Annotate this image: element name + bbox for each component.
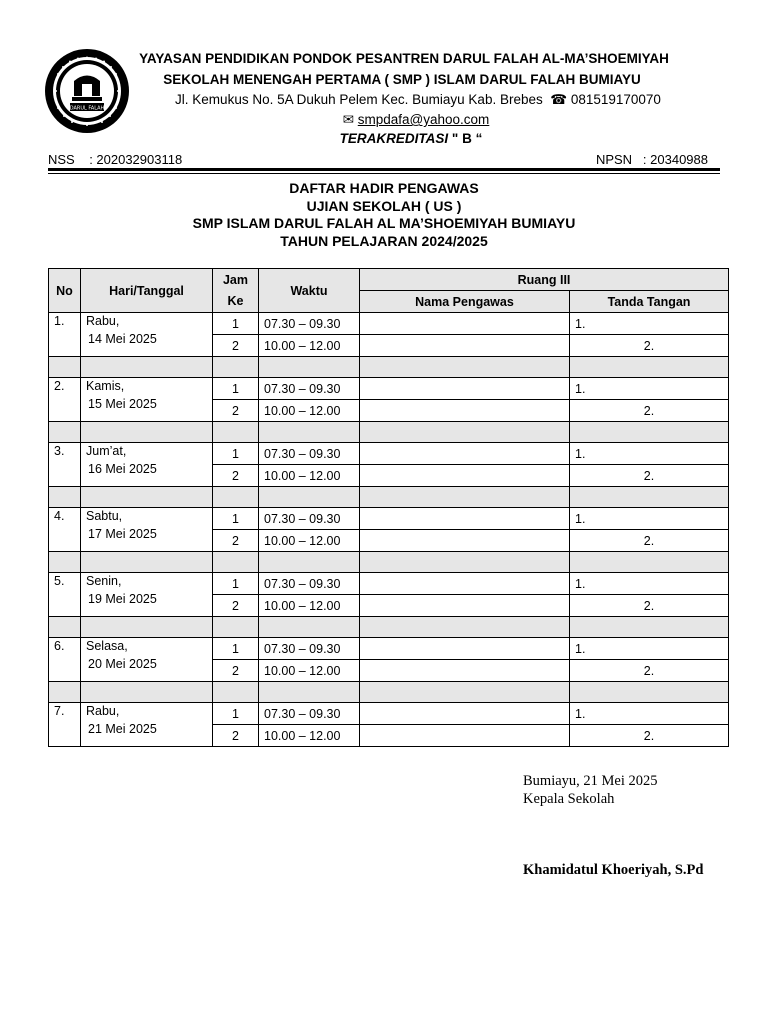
cell-jam: 2: [213, 595, 259, 617]
cell-waktu: 07.30 – 09.30: [259, 573, 360, 595]
cell-jam: 1: [213, 378, 259, 400]
address-text: Jl. Kemukus No. 5A Dukuh Pelem Kec. Bumiayu Kab. Brebes: [175, 92, 543, 107]
table-row: [49, 703, 729, 725]
cell-date: [81, 573, 213, 617]
cell-jam: 1: [213, 443, 259, 465]
header-date: Hari/Tanggal: [81, 269, 213, 313]
nss: [48, 152, 182, 167]
cell-supervisor[interactable]: [360, 335, 570, 357]
cell-no: 6.: [49, 638, 81, 682]
accreditation-label: TERAKREDITASI: [339, 131, 449, 146]
cell-supervisor[interactable]: [360, 725, 570, 747]
cell-date: [81, 378, 213, 422]
cell-signature[interactable]: 2.: [570, 335, 729, 357]
cell-supervisor[interactable]: [360, 508, 570, 530]
cell-supervisor[interactable]: [360, 378, 570, 400]
cell-day: Jum’at,: [86, 444, 127, 458]
document-title: [0, 180, 768, 250]
table-row: [49, 313, 729, 335]
cell-no: 3.: [49, 443, 81, 487]
npsn-label: NPSN: [595, 152, 633, 167]
cell-supervisor[interactable]: [360, 465, 570, 487]
cell-no: 5.: [49, 573, 81, 617]
cell-signature[interactable]: 1.: [570, 573, 729, 595]
cell-jam: 2: [213, 530, 259, 552]
cell-waktu: 10.00 – 12.00: [259, 335, 360, 357]
cell-date-value: 19 Mei 2025: [88, 592, 157, 606]
cell-day: Sabtu,: [86, 509, 123, 523]
cell-waktu: 10.00 – 12.00: [259, 400, 360, 422]
cell-supervisor[interactable]: [360, 530, 570, 552]
cell-waktu: 10.00 – 12.00: [259, 530, 360, 552]
cell-signature[interactable]: 2.: [570, 660, 729, 682]
signature-block: [523, 772, 658, 808]
header-divider-thick: [48, 168, 720, 171]
cell-waktu: 10.00 – 12.00: [259, 725, 360, 747]
cell-jam: 1: [213, 703, 259, 725]
cell-waktu: 07.30 – 09.30: [259, 638, 360, 660]
cell-day: Rabu,: [86, 704, 120, 718]
cell-day: Senin,: [86, 574, 122, 588]
cell-date: [81, 313, 213, 357]
cell-waktu: 07.30 – 09.30: [259, 508, 360, 530]
school-name: SEKOLAH MENENGAH PERTAMA ( SMP ) ISLAM DARUL FALAH BUMIAYU: [163, 72, 641, 87]
cell-date: [81, 703, 213, 747]
title-line-4: TAHUN PELAJARAN 2024/2025: [280, 232, 488, 249]
signature-position: Kepala Sekolah: [523, 791, 615, 807]
envelope-icon: ✉: [342, 112, 354, 127]
cell-signature[interactable]: 1.: [570, 638, 729, 660]
separator-row: [49, 682, 729, 703]
cell-signature[interactable]: 2.: [570, 465, 729, 487]
cell-day: Selasa,: [86, 639, 128, 653]
nss-value: : 202032903118: [89, 152, 183, 167]
phone-icon: ☎: [546, 92, 568, 107]
cell-date: [81, 508, 213, 552]
header-waktu: Waktu: [259, 269, 360, 313]
accreditation-grade: " B “: [448, 131, 483, 146]
cell-supervisor[interactable]: [360, 638, 570, 660]
cell-no: 2.: [49, 378, 81, 422]
cell-date-value: 15 Mei 2025: [88, 397, 157, 411]
cell-no: 7.: [49, 703, 81, 747]
cell-signature[interactable]: 2.: [570, 595, 729, 617]
cell-date-value: 16 Mei 2025: [88, 462, 157, 476]
cell-signature[interactable]: 1.: [570, 508, 729, 530]
cell-day: Kamis,: [86, 379, 125, 393]
email-line: [0, 112, 768, 128]
header-divider-thin: [48, 173, 720, 174]
cell-supervisor[interactable]: [360, 660, 570, 682]
separator-row: [49, 422, 729, 443]
separator-row: [49, 487, 729, 508]
cell-waktu: 10.00 – 12.00: [259, 465, 360, 487]
signature-place-date: Bumiayu, 21 Mei 2025: [523, 773, 658, 789]
cell-signature[interactable]: 2.: [570, 400, 729, 422]
npsn: [596, 152, 708, 167]
signature-name: Khamidatul Khoeriyah, S.Pd: [523, 862, 704, 878]
nss-label: NSS: [48, 152, 75, 167]
title-line-3: SMP ISLAM DARUL FALAH AL MA’SHOEMIYAH BUMIAYU: [192, 215, 576, 231]
cell-date-value: 14 Mei 2025: [88, 332, 157, 346]
cell-waktu: 07.30 – 09.30: [259, 378, 360, 400]
table-row: [49, 573, 729, 595]
cell-waktu: 10.00 – 12.00: [259, 660, 360, 682]
separator-row: [49, 617, 729, 638]
separator-row: [49, 357, 729, 378]
cell-supervisor[interactable]: [360, 400, 570, 422]
header-room: Ruang III: [360, 269, 729, 291]
cell-supervisor[interactable]: [360, 573, 570, 595]
phone-number: 081519170070: [570, 92, 661, 107]
cell-signature[interactable]: 1.: [570, 313, 729, 335]
cell-date-value: 17 Mei 2025: [88, 527, 157, 541]
foundation-name: YAYASAN PENDIDIKAN PONDOK PESANTREN DARUL FALAH AL-MA’SHOEMIYAH: [139, 51, 669, 66]
cell-date: [81, 638, 213, 682]
table-row: [49, 443, 729, 465]
cell-signature[interactable]: 1.: [570, 378, 729, 400]
header-signature: Tanda Tangan: [570, 291, 729, 313]
table-row: [49, 378, 729, 400]
cell-jam: 2: [213, 400, 259, 422]
email-link[interactable]: smpdafa@yahoo.com: [357, 112, 490, 127]
cell-jam: 1: [213, 508, 259, 530]
header-no: No: [49, 269, 81, 313]
cell-supervisor[interactable]: [360, 313, 570, 335]
table-body: [49, 313, 729, 747]
cell-signature[interactable]: 2.: [570, 725, 729, 747]
header-supervisor: Nama Pengawas: [360, 291, 570, 313]
cell-date-value: 21 Mei 2025: [88, 722, 157, 736]
attendance-table: [48, 268, 729, 747]
cell-date-value: 20 Mei 2025: [88, 657, 157, 671]
cell-no: 4.: [49, 508, 81, 552]
table-row: [49, 508, 729, 530]
cell-signature[interactable]: 1.: [570, 443, 729, 465]
cell-waktu: 10.00 – 12.00: [259, 595, 360, 617]
header-jam: Jam Ke: [213, 269, 259, 313]
cell-waktu: 07.30 – 09.30: [259, 313, 360, 335]
title-line-2: UJIAN SEKOLAH ( US ): [306, 197, 462, 214]
cell-no: 1.: [49, 313, 81, 357]
cell-jam: 1: [213, 638, 259, 660]
cell-waktu: 07.30 – 09.30: [259, 703, 360, 725]
table-row: [49, 638, 729, 660]
title-line-1: DAFTAR HADIR PENGAWAS: [289, 180, 479, 196]
cell-jam: 1: [213, 313, 259, 335]
cell-jam: 2: [213, 335, 259, 357]
cell-jam: 1: [213, 573, 259, 595]
cell-jam: 2: [213, 725, 259, 747]
separator-row: [49, 552, 729, 573]
cell-supervisor[interactable]: [360, 595, 570, 617]
cell-jam: 2: [213, 465, 259, 487]
cell-signature[interactable]: 2.: [570, 530, 729, 552]
npsn-value: : 20340988: [642, 152, 708, 167]
cell-day: Rabu,: [86, 314, 120, 328]
cell-supervisor[interactable]: [360, 703, 570, 725]
cell-supervisor[interactable]: [360, 443, 570, 465]
logo-text: DARUL FALAH: [69, 105, 105, 112]
cell-waktu: 07.30 – 09.30: [259, 443, 360, 465]
cell-jam: 2: [213, 660, 259, 682]
address-line: [0, 92, 768, 108]
cell-signature[interactable]: 1.: [570, 703, 729, 725]
accreditation-line: [0, 131, 768, 146]
cell-date: [81, 443, 213, 487]
